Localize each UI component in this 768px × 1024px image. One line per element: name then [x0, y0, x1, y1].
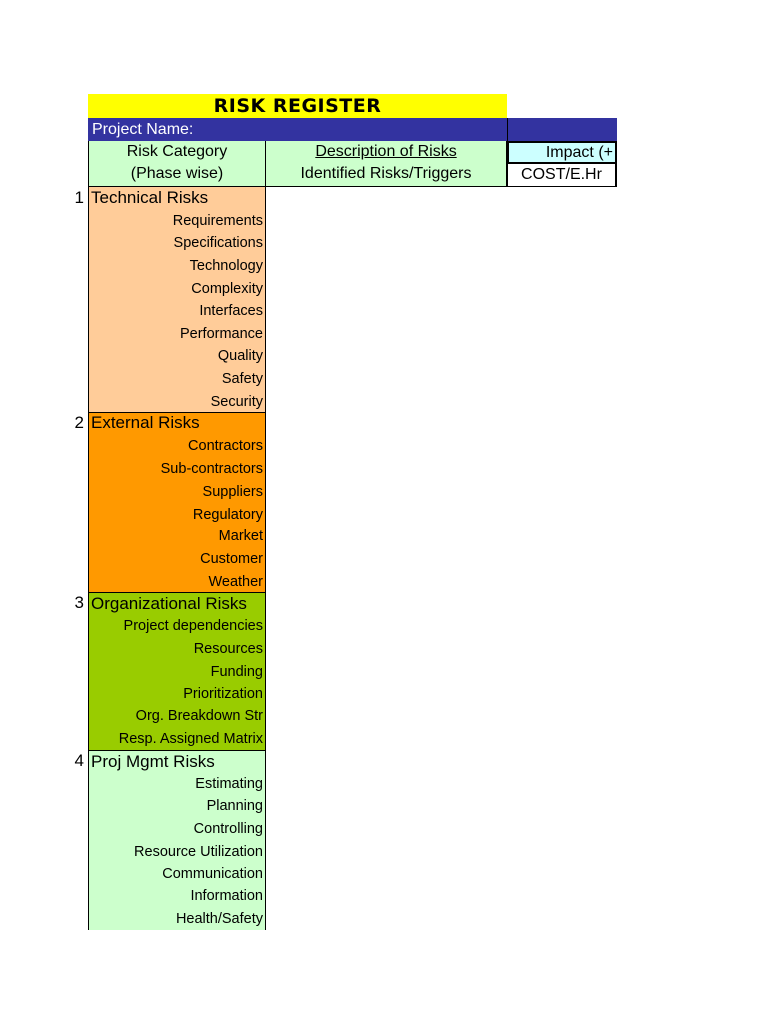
- risk-item: Health/Safety: [175, 911, 263, 927]
- risk-item: Communication: [162, 866, 263, 882]
- page-title: RISK REGISTER: [88, 94, 507, 118]
- category-number: 4: [74, 751, 84, 770]
- category-number: 3: [74, 593, 84, 612]
- cost-header: COST/E.Hr: [507, 164, 617, 187]
- risk-item: Funding: [210, 664, 263, 680]
- risk-item: Org. Breakdown Str: [135, 708, 263, 724]
- risk-category-header-line2: (Phase wise): [130, 165, 224, 182]
- description-header-line2: Identified Risks/Triggers: [300, 165, 472, 182]
- risk-item: Interfaces: [199, 303, 263, 319]
- risk-item: Information: [190, 888, 263, 904]
- risk-category-header: [88, 141, 266, 187]
- category-number: 1: [74, 188, 84, 207]
- risk-item: Market: [218, 528, 263, 544]
- project-name-label: Project Name:: [88, 118, 507, 141]
- project-name-value-cell[interactable]: [507, 118, 617, 141]
- category-name: Technical Risks: [91, 188, 209, 207]
- risk-item: Estimating: [195, 776, 263, 792]
- category-name: Organizational Risks: [91, 594, 247, 613]
- risk-item: Performance: [179, 326, 263, 342]
- risk-item: Safety: [221, 371, 263, 387]
- risk-item: Resources: [193, 641, 263, 657]
- risk-item: Technology: [189, 258, 263, 274]
- category-name: Proj Mgmt Risks: [91, 752, 215, 771]
- risk-item: Suppliers: [202, 484, 263, 500]
- risk-item: Resp. Assigned Matrix: [118, 731, 263, 747]
- risk-item: Complexity: [191, 281, 263, 297]
- risk-item: Project dependencies: [123, 618, 263, 634]
- risk-item: Sub-contractors: [160, 461, 263, 477]
- risk-item: Weather: [208, 574, 263, 590]
- risk-item: Resource Utilization: [134, 844, 263, 860]
- category-name: External Risks: [91, 413, 200, 432]
- description-header: [266, 141, 507, 187]
- risk-item: Controlling: [193, 821, 263, 837]
- category-number: 2: [74, 413, 84, 432]
- risk-item: Regulatory: [192, 507, 263, 523]
- risk-item: Requirements: [172, 213, 263, 229]
- risk-item: Prioritization: [183, 686, 263, 702]
- risk-item: Customer: [200, 551, 263, 567]
- risk-item: Quality: [217, 348, 263, 364]
- risk-item: Security: [210, 394, 263, 410]
- risk-item: Specifications: [173, 235, 263, 251]
- description-header-line1: Description of Risks: [315, 143, 457, 160]
- risk-item: Planning: [206, 798, 263, 814]
- risk-item: Contractors: [188, 438, 263, 454]
- risk-category-header-line1: Risk Category: [126, 143, 228, 160]
- impact-header: Impact (+: [507, 141, 617, 164]
